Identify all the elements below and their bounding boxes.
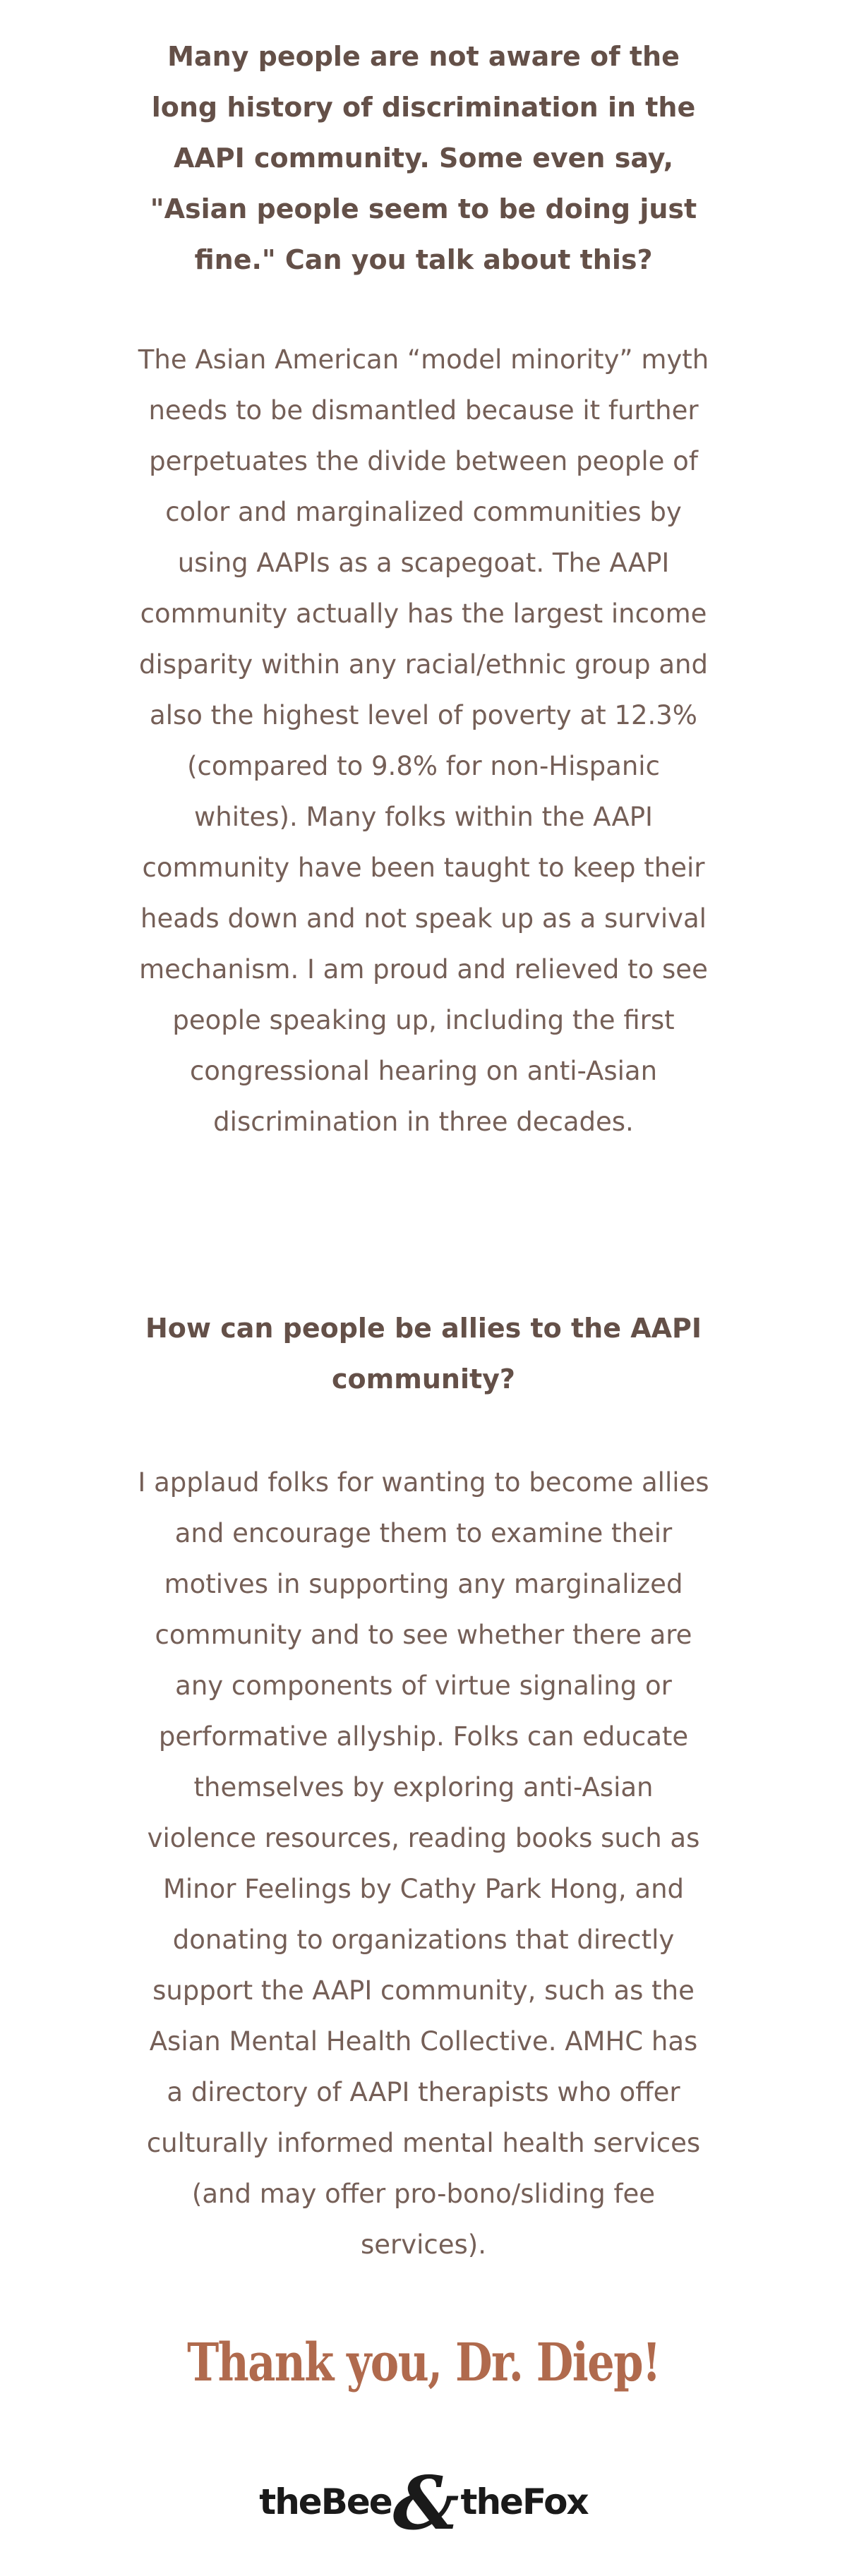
brand-logo xyxy=(0,2460,847,2546)
logo-the-bee: theBee xyxy=(259,2481,392,2522)
logo-ampersand: & xyxy=(392,2460,459,2546)
logo-the-fox: theFox xyxy=(460,2481,588,2522)
answer-allies: I applaud folks for wanting to become allies and encourage them to examine their motives in supporting any marginalized community and to see whether there are any components of virtue signaling or performative allyship. Folks can educate themselves by exploring anti-Asian violence resources, reading books such as Minor Feelings by Cathy Park Hong, and donating to organizations that directly support the AAPI community, such as the Asian Mental Health Collective. AMHC has a directory of AAPI therapists who offer culturally informed mental health services (and may offer pro-bono/sliding fee services). xyxy=(138,1467,709,2260)
thank-you-heading: Thank you, Dr. Diep! xyxy=(187,2333,660,2393)
answer-model-minority: The Asian American “model minority” myth needs to be dismantled because it further perpetuates the divide between people of color and marginalized communities by using AAPIs as a scapegoat. The AAPI community actually has the largest income disparity within any racial/ethnic group and also the highest level of poverty at 12.3% (compared to 9.8% for non-Hispanic whites). Many folks within the AAPI community have been taught to keep their heads down and not speak up as a survival mechanism. I am proud and relieved to see people speaking up, including the first congressional hearing on anti-Asian discrimination in three decades. xyxy=(138,344,709,1137)
question-aapi-discrimination: Many people are not aware of the long history of discrimination in the AAPI community. Some even say, "Asian people seem to be doing just fine." Can you talk about this? xyxy=(150,41,697,275)
question-allies: How can people be allies to the AAPI community? xyxy=(145,1313,702,1395)
